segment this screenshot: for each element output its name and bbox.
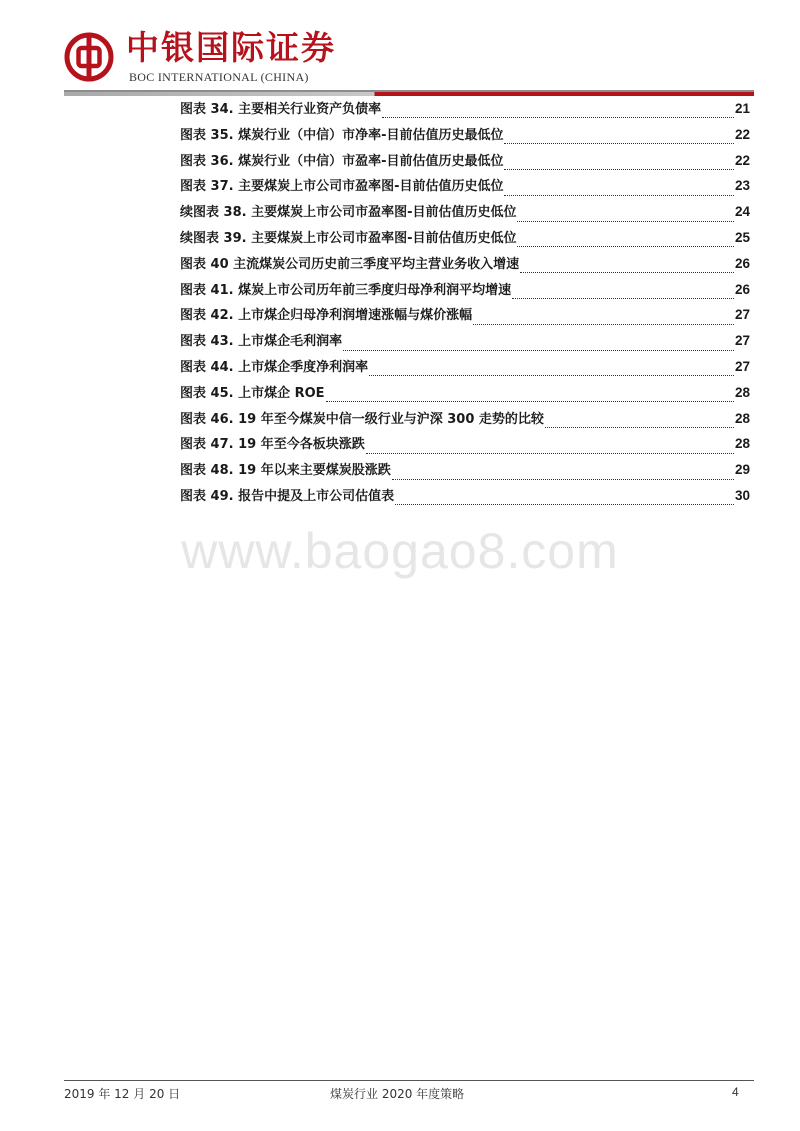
toc-entry-label: 图表 49. 报告中提及上市公司估值表 [180, 488, 395, 504]
toc-entry-label: 图表 48. 19 年以来主要煤炭股涨跌 [180, 463, 391, 479]
toc-entry-page: 22 [734, 152, 750, 168]
header-divider [64, 90, 754, 96]
toc-entry-page: 24 [734, 204, 750, 220]
page-header [0, 0, 800, 96]
brand-name-en: BOC INTERNATIONAL (CHINA) [129, 70, 309, 84]
page-number: 4 [732, 1085, 739, 1099]
footer-divider [64, 1080, 754, 1081]
toc-entry-label: 图表 34. 主要相关行业资产负债率 [180, 102, 382, 117]
toc-entry-page: 25 [734, 229, 750, 245]
toc-entry[interactable] [180, 98, 750, 124]
toc-entry-page: 28 [734, 436, 750, 452]
toc-dot-leader [366, 439, 734, 454]
toc-entry-label: 图表 40 主流煤炭公司历史前三季度平均主营业务收入增速 [180, 256, 520, 272]
toc-entry-label: 图表 41. 煤炭上市公司历年前三季度归母净利润平均增速 [180, 282, 512, 298]
toc-entry-label: 图表 47. 19 年至今各板块涨跌 [180, 437, 365, 453]
toc-dot-leader [343, 336, 734, 351]
toc-dot-leader [382, 103, 734, 118]
toc-dot-leader [326, 387, 734, 402]
table-of-contents [180, 98, 750, 511]
toc-dot-leader [504, 155, 733, 170]
toc-entry[interactable] [180, 330, 750, 356]
toc-entry-page: 26 [734, 281, 750, 297]
toc-dot-leader [520, 258, 734, 273]
toc-dot-leader [395, 490, 734, 505]
boc-logo-icon [64, 32, 114, 82]
toc-entry-label: 图表 45. 上市煤企 ROE [180, 385, 325, 401]
toc-dot-leader [369, 361, 734, 376]
toc-entry-page: 26 [734, 255, 750, 271]
toc-entry[interactable] [180, 227, 750, 253]
toc-entry-page: 28 [734, 384, 750, 400]
toc-entry-page: 27 [734, 358, 750, 374]
toc-entry-label: 图表 37. 主要煤炭上市公司市盈率图-目前估值历史低位 [180, 179, 504, 195]
toc-entry-label: 图表 43. 上市煤企毛利润率 [180, 334, 343, 350]
toc-entry-page: 29 [734, 462, 750, 478]
toc-entry[interactable] [180, 382, 750, 408]
toc-dot-leader [473, 310, 734, 325]
toc-entry[interactable] [180, 175, 750, 201]
toc-entry-label: 续图表 39. 主要煤炭上市公司市盈率图-目前估值历史低位 [180, 230, 517, 246]
toc-entry-label: 图表 35. 煤炭行业（中信）市净率-目前估值历史最低位 [180, 127, 504, 143]
toc-entry[interactable] [180, 124, 750, 150]
toc-dot-leader [517, 232, 733, 247]
footer-date: 2019 年 12 月 20 日 [64, 1087, 181, 1101]
toc-entry-page: 22 [734, 126, 750, 142]
toc-entry[interactable] [180, 433, 750, 459]
toc-dot-leader [504, 181, 733, 196]
toc-entry-label: 图表 44. 上市煤企季度净利润率 [180, 359, 369, 375]
toc-entry-label: 图表 42. 上市煤企归母净利润增速涨幅与煤价涨幅 [180, 308, 473, 324]
toc-dot-leader [504, 129, 733, 144]
toc-dot-leader [512, 284, 734, 299]
toc-entry-page: 30 [734, 487, 750, 503]
toc-entry[interactable] [180, 485, 750, 511]
toc-entry-page: 21 [734, 101, 750, 116]
toc-dot-leader [392, 465, 734, 480]
toc-entry[interactable] [180, 408, 750, 434]
toc-entry[interactable] [180, 253, 750, 279]
toc-entry-page: 23 [734, 178, 750, 194]
brand-name-cn: 中银国际证券 [126, 28, 336, 67]
toc-entry[interactable] [180, 279, 750, 305]
toc-entry[interactable] [180, 356, 750, 382]
toc-entry[interactable] [180, 459, 750, 485]
toc-dot-leader [545, 413, 734, 428]
watermark: www.baogao8.com [181, 523, 619, 579]
footer-title: 煤炭行业 2020 年度策略 [330, 1087, 465, 1101]
toc-entry[interactable] [180, 304, 750, 330]
toc-entry-label: 续图表 38. 主要煤炭上市公司市盈率图-目前估值历史低位 [180, 205, 517, 221]
toc-entry-page: 27 [734, 307, 750, 323]
toc-dot-leader [517, 207, 733, 222]
toc-entry-label: 图表 36. 煤炭行业（中信）市盈率-目前估值历史最低位 [180, 153, 504, 169]
toc-entry-label: 图表 46. 19 年至今煤炭中信一级行业与沪深 300 走势的比较 [180, 411, 544, 427]
toc-entry-page: 28 [734, 410, 750, 426]
toc-entry[interactable] [180, 150, 750, 176]
toc-entry-page: 27 [734, 333, 750, 349]
toc-entry[interactable] [180, 201, 750, 227]
